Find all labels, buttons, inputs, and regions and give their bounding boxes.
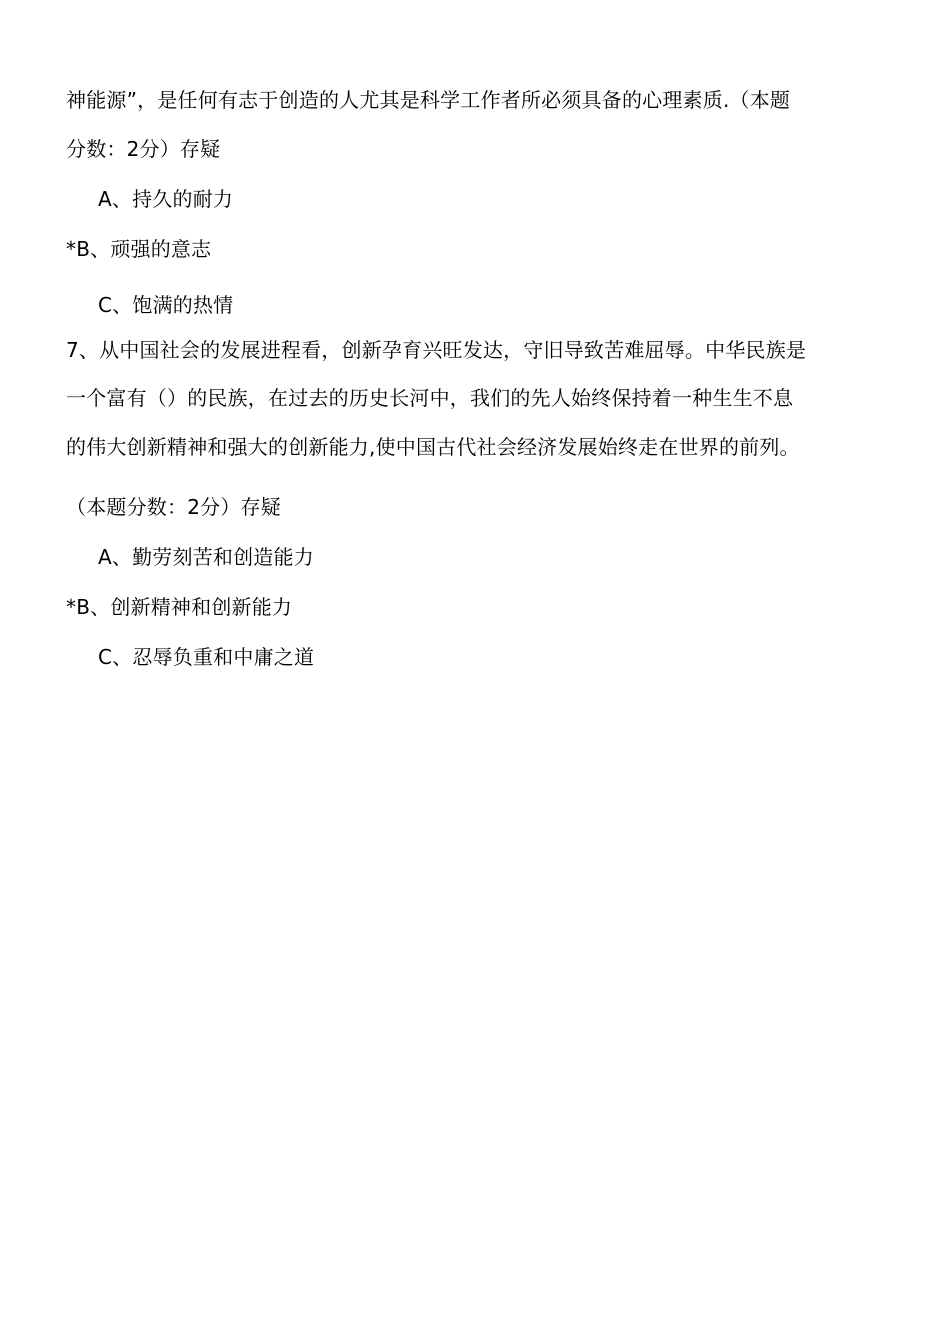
question-7-option-c [98, 643, 314, 671]
option-text: 持久的耐力 [132, 187, 234, 211]
option-text: 忍辱负重和中庸之道 [132, 645, 315, 669]
question-6-score-line: 分数：2分）存疑 [66, 137, 221, 161]
option-text: 顽强的意志 [110, 237, 212, 261]
option-label: A、 [98, 187, 133, 211]
question-7-text-line-1: 7、从中国社会的发展进程看，创新孕育兴旺发达，守旧导致苦难屈辱。中华民族是 [66, 338, 807, 362]
option-label: *B、 [66, 237, 111, 261]
option-label: C、 [98, 645, 133, 669]
question-6-option-b-correct [66, 235, 211, 263]
option-text: 创新精神和创新能力 [110, 595, 293, 619]
question-7-option-a [98, 543, 314, 571]
question-7-text-line-3: 的伟大创新精神和强大的创新能力,使中国古代社会经济发展始终走在世界的前列。 [66, 435, 800, 459]
option-text: 饱满的热情 [132, 293, 234, 317]
option-text: 勤劳刻苦和创造能力 [132, 545, 314, 569]
option-label: C、 [98, 293, 133, 317]
question-7-option-b-correct [66, 593, 292, 621]
option-label: *B、 [66, 595, 111, 619]
question-6-option-a [98, 185, 233, 213]
question-7-score-line: （本题分数：2分）存疑 [66, 495, 281, 519]
question-7-text-line-2: 一个富有（）的民族，在过去的历史长河中，我们的先人始终保持着一种生生不息 [66, 386, 794, 410]
option-label: A、 [98, 545, 133, 569]
question-6-option-c [98, 291, 233, 319]
question-6-text-line-1: 神能源”，是任何有志于创造的人尤其是科学工作者所必须具备的心理素质.（本题 [66, 88, 791, 112]
